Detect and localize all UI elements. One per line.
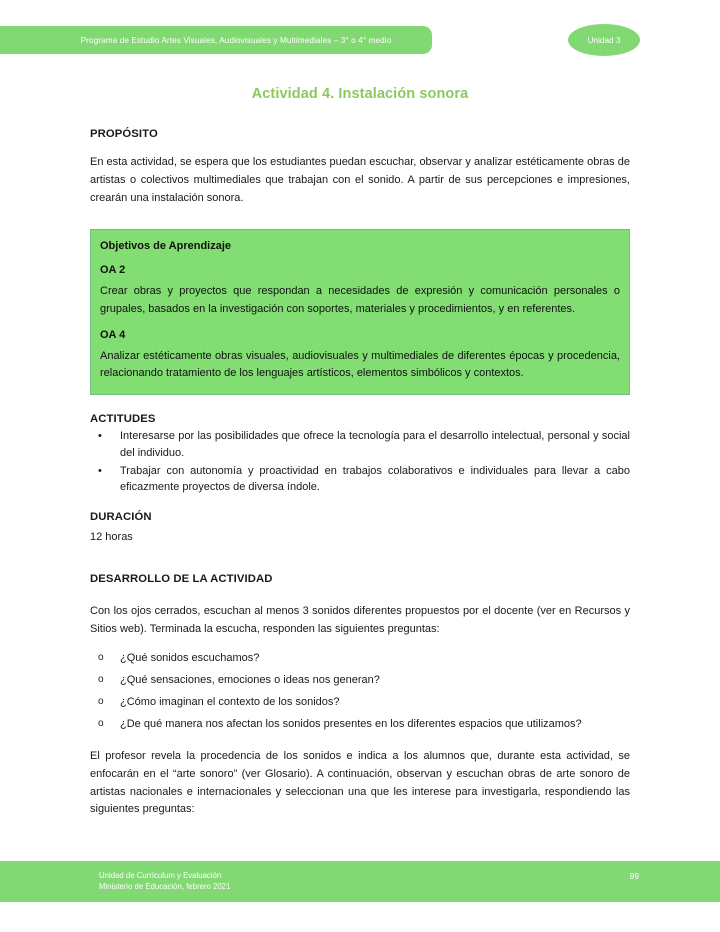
list-item bbox=[90, 672, 630, 689]
desarrollo-heading: DESARROLLO DE LA ACTIVIDAD bbox=[90, 572, 273, 585]
page-number: 99 bbox=[629, 871, 639, 881]
oa-text-2: Analizar estéticamente obras visuales, audiovisuales y multimediales de diferentes épocas y procedencia, relacionando tratamiento de los lenguajes artísticos, elementos simbólicos y contextos. bbox=[100, 349, 620, 379]
header-banner-label: Programa de Estudio Artes Visuales, Audiovisuales y Multimediales – 3° o 4° medio bbox=[80, 35, 392, 45]
duracion-value: 12 horas bbox=[90, 530, 133, 543]
footer-organization bbox=[99, 870, 230, 892]
footer-line-2: Ministerio de Educación, febrero 2021 bbox=[99, 882, 231, 892]
page-content bbox=[0, 78, 720, 819]
footer-line-1: Unidad de Currículum y Evaluación bbox=[99, 871, 222, 880]
bullet-icon: • bbox=[98, 430, 102, 443]
proposito-heading: PROPÓSITO bbox=[90, 128, 158, 140]
header-banner bbox=[0, 26, 432, 54]
list-item bbox=[90, 463, 630, 496]
actitudes-item-text: Interesarse por las posibilidades que ofrece la tecnología para el desarrollo intelectual, personal y social del individuo. bbox=[120, 430, 630, 459]
question-text: ¿Qué sensaciones, emociones o ideas nos generan? bbox=[120, 674, 380, 687]
unit-badge bbox=[568, 24, 640, 56]
duracion-heading: DURACIÓN bbox=[90, 510, 152, 523]
unit-badge-label: Unidad 3 bbox=[587, 35, 621, 45]
circle-bullet-icon: o bbox=[98, 652, 104, 664]
actitudes-list bbox=[90, 428, 630, 496]
desarrollo-questions-list bbox=[90, 650, 630, 733]
question-text: ¿De qué manera nos afectan los sonidos presentes en los diferentes espacios que utilizamos? bbox=[120, 718, 582, 730]
desarrollo-section bbox=[90, 573, 630, 819]
list-item bbox=[90, 694, 630, 711]
page-footer bbox=[0, 861, 720, 902]
page-header bbox=[0, 0, 720, 78]
proposito-section bbox=[90, 128, 630, 207]
actitudes-item-text: Trabajar con autonomía y proactividad en trabajos colaborativos e individuales para llevar a cabo eficazmente proyectos de diversa índole. bbox=[120, 464, 630, 494]
objetivos-aprendizaje-box bbox=[90, 229, 630, 395]
circle-bullet-icon: o bbox=[98, 718, 104, 729]
desarrollo-paragraph-2: El profesor revela la procedencia de los sonidos e indica a los alumnos que, durante esta actividad, se enfocarán en el “arte sonoro” (ver Glosario). A continuación, observan y escuchan obras de arte sonoro de artistas nacionales e internacionales y seleccionan una que les interese para investigarla, respondiendo las siguientes preguntas: bbox=[90, 749, 630, 816]
desarrollo-paragraph-1: Con los ojos cerrados, escuchan al menos 3 sonidos diferentes propuestos por el docente (ver en Recursos y Sitios web). Terminada la escucha, responden las siguientes preguntas: bbox=[90, 604, 630, 635]
oa-text-1: Crear obras y proyectos que respondan a necesidades de expresión y comunicación personales o grupales, basados en la investigación con soportes, materiales y procedimientos, y en referentes. bbox=[100, 285, 620, 315]
objetivos-box-title: Objetivos de Aprendizaje bbox=[100, 240, 232, 253]
question-text: ¿Cómo imaginan el contexto de los sonidos? bbox=[120, 696, 340, 709]
duracion-section bbox=[90, 511, 630, 547]
list-item bbox=[90, 716, 630, 733]
actitudes-section bbox=[90, 413, 630, 496]
list-item bbox=[90, 428, 630, 461]
proposito-paragraph: En esta actividad, se espera que los estudiantes puedan escuchar, observar y analizar estéticamente obras de artistas o colectivos multimediales que trabajan con el sonido. A partir de sus percepciones e impresiones, crearán una instalación sonora. bbox=[90, 156, 630, 204]
oa-code-2: OA 4 bbox=[100, 328, 126, 341]
oa-code-1: OA 2 bbox=[100, 264, 126, 277]
list-item bbox=[90, 650, 630, 667]
circle-bullet-icon: o bbox=[98, 674, 104, 686]
question-text: ¿Qué sonidos escuchamos? bbox=[120, 652, 260, 665]
bullet-icon: • bbox=[98, 464, 102, 477]
actitudes-heading: ACTITUDES bbox=[90, 413, 156, 426]
circle-bullet-icon: o bbox=[98, 696, 104, 708]
page-title: Actividad 4. Instalación sonora bbox=[251, 86, 469, 102]
